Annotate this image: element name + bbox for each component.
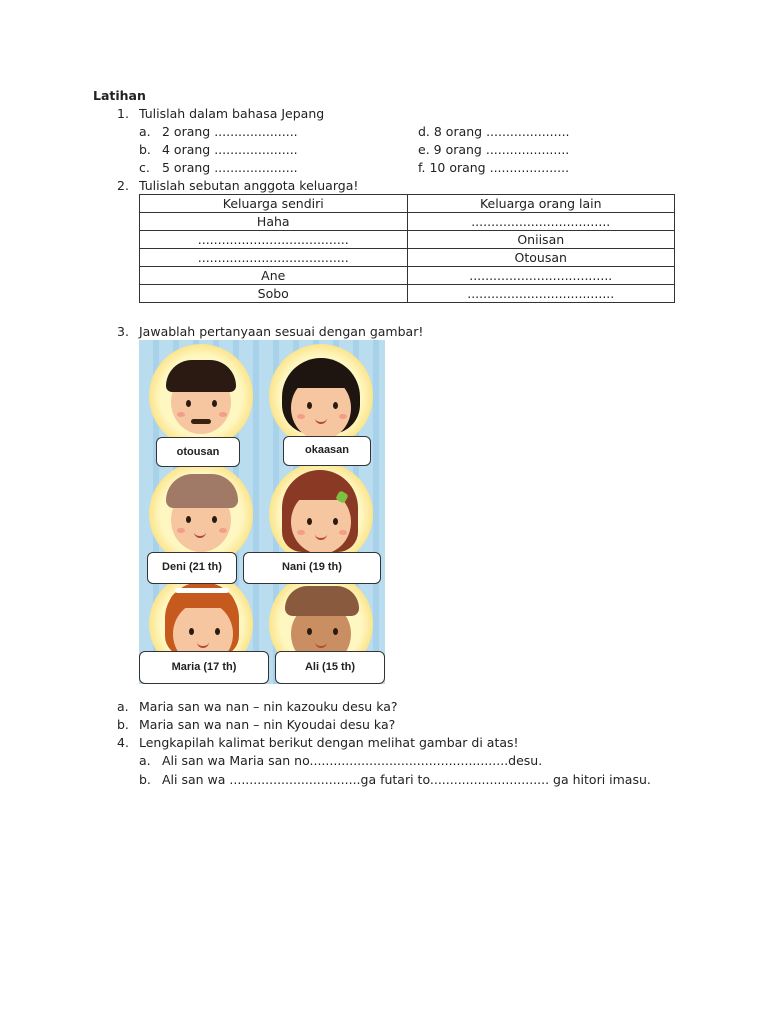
table-cell: Oniisan [407,231,675,249]
ali-hair [285,586,359,616]
q1-item: f. 10 orang .................... [418,160,570,175]
q1-item: 5 orang ..................... [162,160,298,175]
table-cell: Ane [140,267,408,285]
label-deni: Deni (21 th) [147,552,237,584]
mustache [191,419,211,424]
table-cell: ...................................... [140,249,408,267]
q4-item-letter: a. [139,753,151,768]
table-header: Keluarga sendiri [140,195,408,213]
table-cell: Sobo [140,285,408,303]
table-cell: ..................................... [407,285,675,303]
q3-question-letter: b. [117,717,129,732]
q4-item: Ali san wa Maria san no..................................................desu. [162,753,543,768]
q1-number: 1. [117,106,129,121]
q1-text: Tulislah dalam bahasa Jepang [139,106,325,121]
q3-text: Jawablah pertanyaan sesuai dengan gambar! [139,324,424,339]
label-nani: Nani (19 th) [243,552,381,584]
table-row [140,213,675,231]
q4-item-letter: b. [139,772,151,787]
q1-item: 2 orang ..................... [162,124,298,139]
table-header: Keluarga orang lain [407,195,675,213]
q1-item: d. 8 orang ..................... [418,124,570,139]
table-cell: ................................... [407,213,675,231]
table-cell: .................................... [407,267,675,285]
q1-item-letter: c. [139,160,150,175]
label-maria: Maria (17 th) [139,651,269,684]
q3-question: Maria san wa nan – nin Kyoudai desu ka? [139,717,396,732]
q3-number: 3. [117,324,129,339]
table-row [140,249,675,267]
q2-number: 2. [117,178,129,193]
q3-question-letter: a. [117,699,129,714]
table-cell: Otousan [407,249,675,267]
table-row [140,267,675,285]
q1-item: e. 9 orang ..................... [418,142,570,157]
q4-item: Ali san wa .................................ga futari to.............................. ga hitori imasu. [162,772,651,787]
label-ali: Ali (15 th) [275,651,385,684]
label-otousan: otousan [156,437,240,467]
father-hair [166,360,236,392]
table-row [140,285,675,303]
q1-item: 4 orang ..................... [162,142,298,157]
table-cell: Haha [140,213,408,231]
deni-hair [166,474,238,508]
q1-item-letter: a. [139,124,151,139]
q3-question: Maria san wa nan – nin kazouku desu ka? [139,699,398,714]
label-okaasan: okaasan [283,436,371,466]
table-cell: ...................................... [140,231,408,249]
headband [175,588,229,593]
q4-number: 4. [117,735,129,750]
q1-item-letter: b. [139,142,151,157]
table-row [140,231,675,249]
q2-text: Tulislah sebutan anggota keluarga! [139,178,359,193]
table-header-row [140,195,675,213]
q4-text: Lengkapilah kalimat berikut dengan melihat gambar di atas! [139,735,519,750]
family-table [139,194,675,303]
heading: Latihan [93,88,146,103]
family-picture [139,340,385,684]
